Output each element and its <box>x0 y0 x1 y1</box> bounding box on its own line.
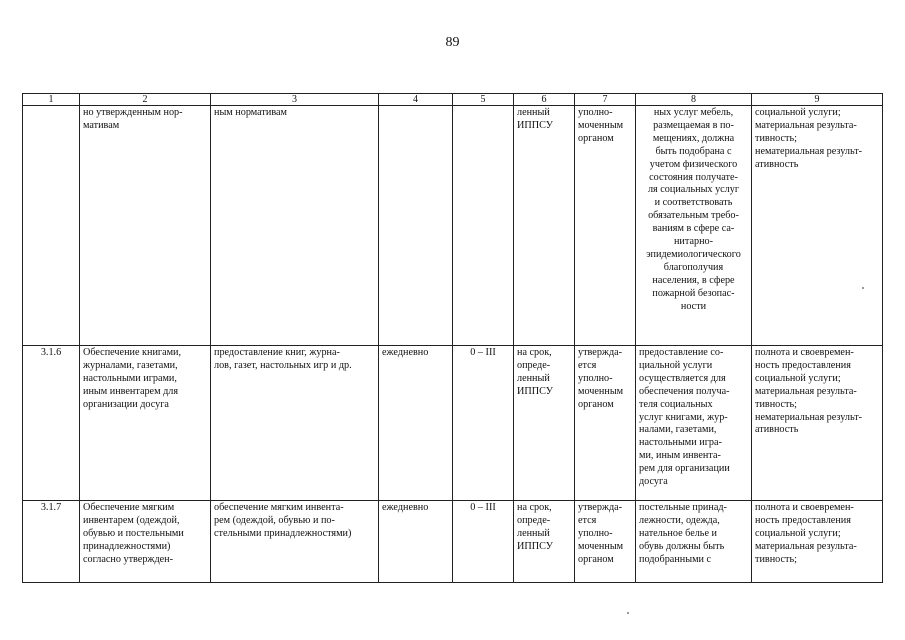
cell-line: моченным <box>578 385 624 397</box>
cell-line: органом <box>578 398 614 410</box>
cell-line: учетом физического <box>649 158 738 170</box>
column-number: 6 <box>514 94 575 106</box>
service-code-cell: 3.1.7 <box>23 501 80 583</box>
page-number: 89 <box>445 35 460 50</box>
cell-line: 0 – III <box>470 502 496 513</box>
cell-line: ленный <box>517 372 550 384</box>
cell-line: мещениях, должна <box>652 132 735 144</box>
table-row <box>23 501 883 583</box>
cell-line: рем для организации <box>639 463 730 475</box>
cell-line: настольными игра- <box>639 437 722 449</box>
cell-line: ативность <box>755 424 799 436</box>
cell-line: инвентарем (одеждой, <box>83 514 180 526</box>
cell-line: быть подобрана с <box>655 145 732 157</box>
cell-line: ность предоставления <box>755 359 851 371</box>
cell-line: ется <box>578 514 597 526</box>
cell-line: опреде- <box>517 514 551 526</box>
cell-line: и соответствовать <box>654 197 733 209</box>
service-code-cell <box>23 106 80 346</box>
cell-line: утвержда- <box>578 347 623 358</box>
cell-line: ля социальных услуг <box>647 184 740 196</box>
cell-line: согласно утвержден- <box>83 553 173 565</box>
cell-line: Обеспечение мягким <box>83 502 175 513</box>
service-description-cell <box>211 346 379 501</box>
column-number: 7 <box>575 94 636 106</box>
cell-line: обеспечение мягким инвента- <box>214 502 344 513</box>
service-name-cell <box>80 346 211 501</box>
cell-line: ваниям в сфере са- <box>652 223 735 235</box>
evaluation-cell <box>752 106 883 346</box>
column-number: 2 <box>80 94 211 106</box>
cell-line: населения, в сфере <box>652 274 735 286</box>
cell-line: ИППСУ <box>517 540 553 552</box>
cell-line: нематериальная результ- <box>755 411 863 423</box>
scan-speck <box>862 287 864 289</box>
cell-line: обеспечения получа- <box>639 385 730 397</box>
service-description-cell <box>211 106 379 346</box>
cell-line: органом <box>578 553 614 565</box>
cell-line: полнота и своевремен- <box>755 502 854 513</box>
cell-line: мативам <box>83 119 120 131</box>
conditions-cell <box>636 346 752 501</box>
cell-line: социальной услуги; <box>755 372 841 384</box>
cell-line: на срок, <box>517 347 552 358</box>
category-cell <box>453 501 514 583</box>
cell-line: ным нормативам <box>214 107 287 118</box>
cell-line: эпидемиологического <box>646 248 741 260</box>
cell-line: услуг книгами, жур- <box>639 411 728 423</box>
cell-line: ется <box>578 359 597 371</box>
service-name-cell <box>80 501 211 583</box>
term-cell <box>514 501 575 583</box>
cell-line: обувь должны быть <box>639 540 725 552</box>
cell-line: лежности, одежда, <box>639 514 720 526</box>
frequency-cell <box>379 346 453 501</box>
cell-line: материальная результа- <box>755 385 857 397</box>
cell-line: тивность; <box>755 398 797 410</box>
cell-line: Обеспечение книгами, <box>83 347 182 358</box>
evaluation-cell <box>752 346 883 501</box>
cell-line: ность предоставления <box>755 514 851 526</box>
cell-line: принадлежностями) <box>83 540 171 552</box>
tariff-cell <box>575 106 636 346</box>
cell-line: моченным <box>578 119 624 131</box>
table-row <box>23 346 883 501</box>
cell-line: осуществляется для <box>639 372 726 384</box>
cell-line: размещаемая в по- <box>653 119 734 131</box>
cell-line: подобранными с <box>639 553 712 565</box>
cell-line: тивность; <box>755 553 797 565</box>
cell-line: материальная результа- <box>755 119 857 131</box>
service-name-cell <box>80 106 211 346</box>
cell-line: налами, газетами, <box>639 424 717 436</box>
cell-line: ежедневно <box>382 347 429 358</box>
column-number: 9 <box>752 94 883 106</box>
cell-line: досуга <box>639 476 668 488</box>
cell-line: ленный <box>517 527 550 539</box>
cell-line: ленный <box>517 107 550 118</box>
cell-line: ативность <box>755 158 799 170</box>
cell-line: утвержда- <box>578 502 623 513</box>
services-table <box>22 93 883 583</box>
cell-line: стельными принадлежностями) <box>214 527 352 539</box>
cell-line: обувью и постельными <box>83 527 184 539</box>
column-number: 4 <box>379 94 453 106</box>
cell-line: ных услуг мебель, <box>653 107 734 118</box>
tariff-cell <box>575 346 636 501</box>
cell-line: рем (одеждой, обувью и по- <box>214 514 335 526</box>
cell-line: полнота и своевремен- <box>755 347 854 358</box>
cell-line: состояния получате- <box>649 171 738 183</box>
cell-line: предоставление со- <box>639 347 724 358</box>
cell-line: тивность; <box>755 132 797 144</box>
service-description-cell <box>211 501 379 583</box>
cell-line: но утвержденным нор- <box>83 107 183 118</box>
cell-line: предоставление книг, журна- <box>214 347 340 358</box>
cell-line: постельные принад- <box>639 502 727 513</box>
term-cell <box>514 346 575 501</box>
category-cell <box>453 106 514 346</box>
conditions-cell <box>636 106 752 346</box>
cell-line: нематериальная результ- <box>755 145 863 157</box>
column-number: 5 <box>453 94 514 106</box>
cell-line: ежедневно <box>382 502 429 513</box>
category-cell <box>453 346 514 501</box>
cell-line: социальной услуги; <box>755 107 841 118</box>
cell-line: ИППСУ <box>517 385 553 397</box>
service-code-cell: 3.1.6 <box>23 346 80 501</box>
scan-speck <box>627 612 629 614</box>
cell-line: уполно- <box>578 527 613 539</box>
cell-line: журналами, газетами, <box>83 359 178 371</box>
conditions-cell <box>636 501 752 583</box>
column-number: 3 <box>211 94 379 106</box>
column-number: 1 <box>23 94 80 106</box>
cell-line: органом <box>578 132 614 144</box>
column-number: 8 <box>636 94 752 106</box>
cell-line: уполно- <box>578 107 613 118</box>
term-cell <box>514 106 575 346</box>
cell-line: теля социальных <box>639 398 713 410</box>
cell-line: лов, газет, настольных игр и др. <box>214 359 352 371</box>
cell-line: пожарной безопас- <box>652 287 735 299</box>
cell-line: социальной услуги; <box>755 527 841 539</box>
cell-line: нитарно- <box>673 236 714 248</box>
cell-line: организации досуга <box>83 398 169 410</box>
cell-line: ИППСУ <box>517 119 553 131</box>
cell-line: благополучия <box>663 261 724 273</box>
cell-line: иным инвентарем для <box>83 385 179 397</box>
cell-line: настольными играми, <box>83 372 177 384</box>
frequency-cell <box>379 106 453 346</box>
table-row <box>23 106 883 346</box>
tariff-cell <box>575 501 636 583</box>
column-number-row <box>23 94 883 106</box>
cell-line: материальная результа- <box>755 540 857 552</box>
cell-line: моченным <box>578 540 624 552</box>
cell-line: на срок, <box>517 502 552 513</box>
cell-line: циальной услуги <box>639 359 713 371</box>
cell-line: уполно- <box>578 372 613 384</box>
cell-line: опреде- <box>517 359 551 371</box>
cell-line: 0 – III <box>470 347 496 358</box>
frequency-cell <box>379 501 453 583</box>
cell-line: нательное белье и <box>639 527 717 539</box>
cell-line: обязательным требо- <box>648 210 739 222</box>
cell-line: ности <box>680 300 707 312</box>
evaluation-cell <box>752 501 883 583</box>
cell-line: ми, иным инвента- <box>639 450 721 462</box>
